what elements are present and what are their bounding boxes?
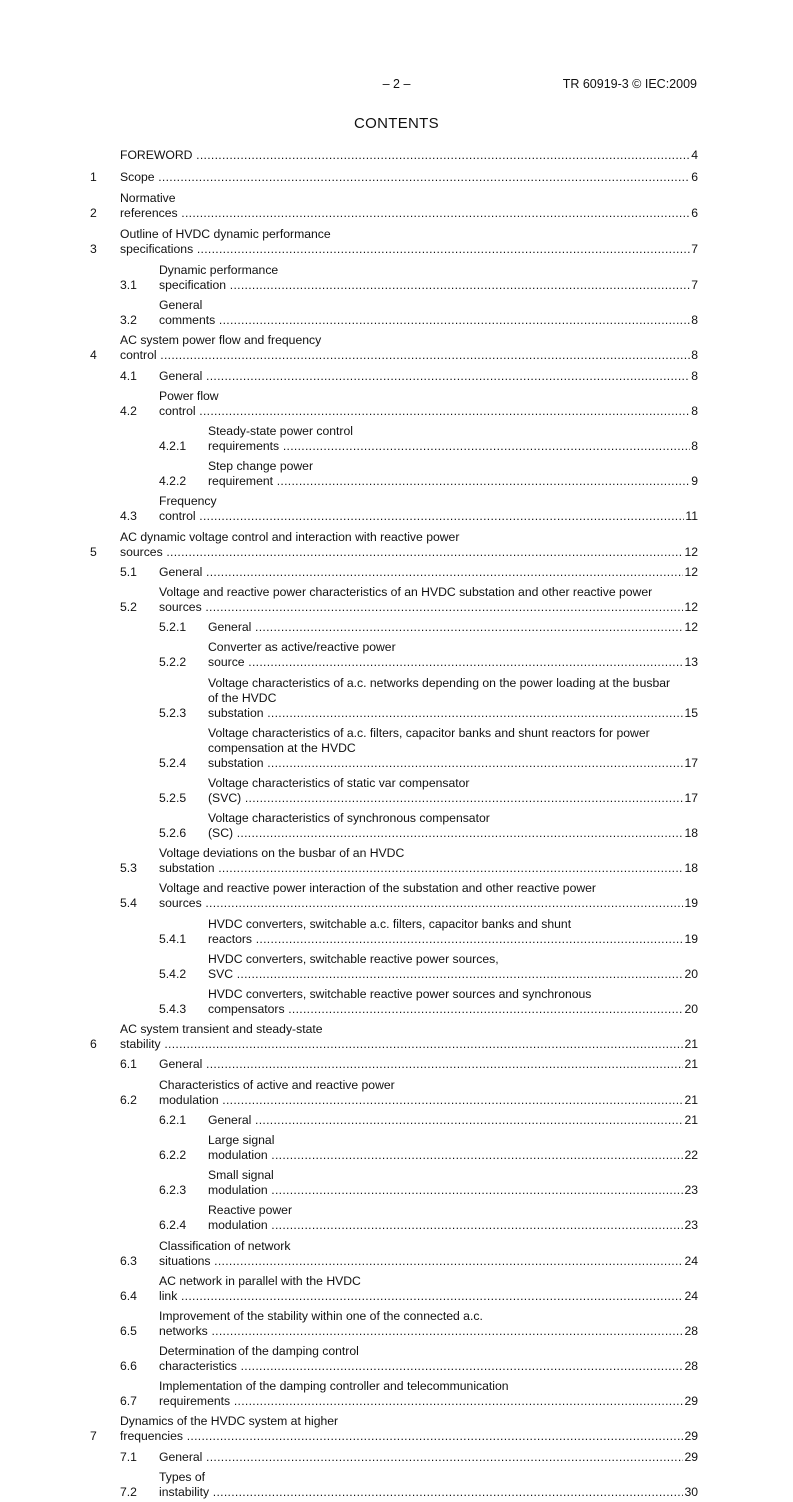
toc-entry-page: 8 (691, 403, 698, 418)
toc-entry-title: Small signal modulation ..... (208, 1168, 683, 1197)
toc-entry-title: Converter as active/reactive power source ..... (208, 640, 683, 669)
toc-entry-title: Voltage characteristics of a.c. networks depending on the power loading at the busbar of the HVDC substation ..... (208, 676, 683, 720)
toc-entry-number: 6.5 (120, 1323, 137, 1338)
toc-entry-title-wrap (159, 1057, 683, 1072)
toc-entry-number: 5.1 (120, 564, 137, 579)
toc-entry-title: General ..... (159, 369, 690, 383)
toc-entry-number: 5.2.1 (159, 620, 187, 635)
toc-entry-title: AC system transient and steady-state stability ..... (120, 1022, 683, 1051)
toc-entry-title: Dynamics of the HVDC system at higher frequencies ..... (120, 1414, 683, 1443)
toc-entry-number: 4 (90, 348, 97, 363)
toc-entry-title: Outline of HVDC dynamic performance specifications ..... (120, 227, 690, 256)
toc-entry-title: Voltage deviations on the busbar of an HVDC substation ..... (159, 846, 683, 875)
toc-entry-title: Dynamic performance specification ..... (159, 263, 690, 292)
toc-entry-title-wrap (159, 1379, 683, 1409)
toc-entry-page: 12 (684, 544, 698, 559)
toc-entry-title-wrap (208, 726, 683, 771)
toc-entry[interactable] (90, 809, 698, 844)
contents-title: CONTENTS (354, 115, 439, 132)
toc-entry-title: Voltage and reactive power characteristics of an HVDC substation and other reactive power sources ..... (159, 585, 683, 614)
toc-entry-page: 29 (684, 1429, 698, 1444)
toc-entry-page: 23 (684, 1183, 698, 1198)
toc-entry-page: 7 (691, 242, 698, 257)
toc-entry-page: 12 (684, 564, 698, 579)
toc-entry[interactable] (90, 673, 698, 723)
toc-entry-page: 12 (684, 620, 698, 635)
document-reference: TR 60919-3 © IEC:2009 (562, 77, 697, 91)
toc-entry-title-wrap (159, 1344, 683, 1374)
toc-entry-title: FOREWORD ..... (120, 148, 690, 162)
toc-entry-page: 6 (691, 169, 698, 184)
toc-entry-number: 6.2.2 (159, 1147, 187, 1162)
toc-entry-title-wrap (159, 298, 690, 328)
toc-entry-title-wrap (159, 585, 683, 615)
toc-entry[interactable] (90, 1447, 698, 1467)
toc-entry-title: Large signal modulation ..... (208, 1133, 683, 1162)
toc-entry[interactable] (90, 1377, 698, 1412)
toc-entry-page: 15 (684, 705, 698, 720)
toc-entry-title-wrap (159, 389, 690, 419)
toc-entry-page: 17 (684, 790, 698, 805)
toc-entry-title-wrap (208, 917, 683, 947)
toc-entry-title: Characteristics of active and reactive power modulation ..... (159, 1078, 683, 1107)
toc-entry[interactable] (90, 1166, 698, 1201)
toc-entry-title-wrap (208, 459, 690, 489)
toc-entry-title-wrap (120, 191, 690, 221)
toc-entry-page: 21 (684, 1112, 698, 1127)
toc-entry-title-wrap (159, 263, 690, 293)
toc-entry-page: 20 (684, 966, 698, 981)
toc-entry-page: 21 (684, 1057, 698, 1072)
toc-entry-page: 20 (684, 1002, 698, 1017)
page-number: – 2 – (382, 77, 411, 91)
toc-entry-title: Reactive power modulation ..... (208, 1203, 683, 1232)
toc-entry-title-wrap (208, 811, 683, 841)
toc-entry-number: 6.3 (120, 1253, 137, 1268)
toc-entry-title-wrap (159, 494, 684, 524)
toc-entry-number: 1 (90, 169, 97, 184)
toc-entry-page: 28 (684, 1359, 698, 1374)
toc-entry-title-wrap (208, 424, 690, 454)
toc-entry[interactable] (90, 638, 698, 673)
toc-entry[interactable] (90, 1271, 698, 1306)
toc-entry-number: 3.2 (120, 313, 137, 328)
toc-entry-number: 4.2.1 (159, 439, 187, 454)
toc-entry[interactable] (90, 492, 698, 527)
toc-entry-title: AC system power flow and frequency control ..... (120, 333, 690, 362)
toc-entry-page: 8 (691, 368, 698, 383)
toc-entry[interactable] (90, 1342, 698, 1377)
toc-entry-number: 5.3 (120, 861, 137, 876)
toc-entry-title-wrap (208, 987, 683, 1017)
toc-entry-number: 7.2 (120, 1484, 137, 1499)
toc-entry-number: 6.2.1 (159, 1112, 187, 1127)
toc-entry-number: 7.1 (120, 1449, 137, 1464)
toc-entry-number: 6.6 (120, 1359, 137, 1374)
toc-entry[interactable] (90, 1412, 698, 1447)
toc-entry-number: 3 (90, 242, 97, 257)
toc-entry-page: 19 (684, 931, 698, 946)
toc-entry-number: 5.4.2 (159, 966, 187, 981)
toc-entry-page: 11 (685, 509, 698, 524)
toc-entry[interactable] (90, 188, 698, 224)
toc-entry-number: 5 (90, 544, 97, 559)
toc-entry[interactable] (90, 386, 698, 421)
toc-entry-title-wrap (208, 640, 683, 670)
toc-entry-page: 17 (684, 755, 698, 770)
toc-entry-title-wrap (120, 1414, 683, 1444)
toc-entry-title: Frequency control ..... (159, 494, 684, 523)
toc-entry-title: HVDC converters, switchable reactive power sources, SVC ..... (208, 952, 683, 981)
toc-entry[interactable] (90, 844, 698, 879)
toc-entry[interactable] (90, 914, 698, 949)
toc-entry[interactable] (90, 527, 698, 562)
toc-entry[interactable] (90, 1055, 698, 1075)
toc-entry[interactable] (90, 296, 698, 331)
toc-entry-title: HVDC converters, switchable a.c. filters, capacitor banks and shunt reactors ..... (208, 917, 683, 946)
table-of-contents (90, 145, 698, 1502)
toc-entry-title: Classification of network situations ..... (159, 1239, 683, 1268)
toc-entry-title: Improvement of the stability within one of the connected a.c. networks ..... (159, 1309, 683, 1338)
toc-entry-page: 28 (684, 1323, 698, 1338)
toc-entry-number: 6.1 (120, 1057, 137, 1072)
toc-entry-title-wrap (208, 1203, 683, 1233)
toc-entry-page: 21 (684, 1037, 698, 1052)
toc-entry-title: General ..... (208, 1113, 683, 1127)
toc-entry-number: 5.2.5 (159, 790, 187, 805)
toc-entry-number: 7 (90, 1429, 97, 1444)
toc-entry-page: 18 (684, 861, 698, 876)
toc-entry-number: 6.7 (120, 1394, 137, 1409)
toc-entry-title-wrap (208, 676, 683, 721)
toc-entry[interactable] (90, 582, 698, 617)
toc-entry[interactable] (90, 562, 698, 582)
toc-entry-page: 18 (684, 826, 698, 841)
toc-entry-page: 9 (691, 474, 698, 489)
toc-entry[interactable] (90, 261, 698, 296)
toc-entry-title: Normative references ..... (120, 191, 690, 220)
toc-entry[interactable] (90, 1236, 698, 1271)
toc-entry-number: 6 (90, 1037, 97, 1052)
toc-entry-page: 7 (691, 278, 698, 293)
toc-entry-title-wrap (159, 369, 690, 384)
toc-entry-page: 24 (684, 1288, 698, 1303)
toc-entry-number: 5.2.6 (159, 826, 187, 841)
toc-entry-title: Types of instability ..... (159, 1470, 683, 1499)
toc-entry[interactable] (90, 457, 698, 492)
toc-entry-title-wrap (120, 333, 690, 363)
toc-entry-title: Step change power requirement ..... (208, 459, 690, 488)
toc-entry-title-wrap (208, 1113, 683, 1128)
toc-entry-title-wrap (120, 530, 683, 560)
toc-entry-title: Steady-state power control requirements ..... (208, 424, 690, 453)
toc-entry-page: 29 (684, 1449, 698, 1464)
toc-entry[interactable] (90, 1201, 698, 1236)
toc-entry-number: 6.2 (120, 1092, 137, 1107)
toc-entry-page: 8 (691, 348, 698, 363)
toc-entry-page: 4 (691, 148, 698, 163)
toc-entry-title-wrap (159, 1274, 683, 1304)
toc-entry[interactable] (90, 984, 698, 1019)
toc-entry-title: General ..... (159, 565, 683, 579)
toc-entry-page: 23 (684, 1218, 698, 1233)
toc-entry-title-wrap (159, 1309, 683, 1339)
toc-entry-number: 5.4 (120, 896, 137, 911)
toc-entry-title-wrap (159, 1450, 683, 1465)
toc-entry[interactable] (90, 1020, 698, 1055)
toc-entry-title: AC dynamic voltage control and interaction with reactive power sources ..... (120, 530, 683, 559)
toc-entry[interactable] (90, 1306, 698, 1341)
toc-entry-title: Voltage characteristics of static var compensator (SVC) ..... (208, 776, 683, 805)
toc-entry-number: 5.4.1 (159, 931, 187, 946)
toc-entry-number: 5.2 (120, 599, 137, 614)
toc-entry-title: AC network in parallel with the HVDC link ..... (159, 1274, 683, 1303)
toc-entry[interactable] (90, 879, 698, 914)
toc-entry-number: 5.2.3 (159, 705, 187, 720)
toc-entry-title: HVDC converters, switchable reactive power sources and synchronous compensators ..... (208, 987, 683, 1016)
toc-entry-page: 24 (684, 1253, 698, 1268)
toc-entry-page: 13 (684, 655, 698, 670)
toc-entry-number: 4.2 (120, 403, 137, 418)
toc-entry[interactable] (90, 618, 698, 638)
toc-entry-number: 4.2.2 (159, 474, 187, 489)
toc-entry-title-wrap (120, 1022, 683, 1052)
toc-entry-page: 21 (684, 1092, 698, 1107)
toc-entry-title-wrap (159, 565, 683, 580)
toc-entry-title-wrap (159, 1239, 683, 1269)
toc-entry-title: Voltage characteristics of synchronous compensator (SC) ..... (208, 811, 683, 840)
toc-entry[interactable] (90, 1130, 698, 1165)
toc-entry-title-wrap (120, 148, 690, 163)
toc-entry-title: General ..... (208, 620, 683, 634)
toc-entry-title: Voltage and reactive power interaction of the substation and other reactive power sources ..... (159, 881, 683, 910)
toc-entry-number: 2 (90, 205, 97, 220)
toc-entry-page: 22 (684, 1147, 698, 1162)
toc-entry-title-wrap (208, 952, 683, 982)
toc-entry[interactable] (90, 331, 698, 366)
toc-entry[interactable] (90, 773, 698, 808)
toc-entry[interactable] (90, 166, 698, 187)
toc-entry-page: 29 (684, 1394, 698, 1409)
toc-entry-number: 4.3 (120, 509, 137, 524)
toc-entry-number: 6.2.3 (159, 1183, 187, 1198)
toc-entry-title-wrap (120, 227, 690, 257)
toc-entry-title-wrap (208, 1168, 683, 1198)
toc-entry[interactable] (90, 224, 698, 260)
toc-entry-page: 8 (691, 313, 698, 328)
toc-entry[interactable] (90, 421, 698, 456)
toc-entry-title: General ..... (159, 1450, 683, 1464)
toc-entry[interactable] (90, 1075, 698, 1110)
toc-entry-title: General comments ..... (159, 298, 690, 327)
toc-entry-page: 12 (684, 599, 698, 614)
toc-entry-title-wrap (159, 1078, 683, 1108)
toc-entry-number: 3.1 (120, 278, 137, 293)
toc-entry-title-wrap (120, 170, 690, 185)
toc-entry-title-wrap (208, 776, 683, 806)
toc-entry-title-wrap (208, 1133, 683, 1163)
toc-entry-page: 8 (691, 439, 698, 454)
toc-entry-title-wrap (159, 881, 683, 911)
toc-entry-title-wrap (208, 620, 683, 635)
toc-entry[interactable] (90, 723, 698, 773)
toc-entry[interactable] (90, 366, 698, 386)
toc-entry-title: General ..... (159, 1057, 683, 1071)
toc-entry-number: 4.1 (120, 368, 137, 383)
toc-entry[interactable] (90, 949, 698, 984)
toc-entry[interactable] (90, 145, 698, 166)
toc-entry-number: 5.2.2 (159, 655, 187, 670)
toc-entry-title: Power flow control ..... (159, 389, 690, 418)
toc-entry-title: Determination of the damping control characteristics ..... (159, 1344, 683, 1373)
toc-entry-number: 5.4.3 (159, 1002, 187, 1017)
toc-entry-title-wrap (159, 1470, 683, 1500)
toc-entry-page: 19 (684, 896, 698, 911)
toc-entry-page: 30 (684, 1484, 698, 1499)
toc-entry-number: 6.2.4 (159, 1218, 187, 1233)
toc-entry-title: Scope ..... (120, 170, 690, 184)
toc-entry[interactable] (90, 1110, 698, 1130)
toc-entry-number: 6.4 (120, 1288, 137, 1303)
toc-entry-title-wrap (159, 846, 683, 876)
toc-entry-number: 5.2.4 (159, 755, 187, 770)
toc-entry[interactable] (90, 1467, 698, 1502)
toc-entry-page: 6 (691, 205, 698, 220)
toc-entry-title: Voltage characteristics of a.c. filters, capacitor banks and shunt reactors for power compensation at the HVDC substation ..... (208, 726, 683, 770)
toc-entry-title: Implementation of the damping controller and telecommunication requirements ..... (159, 1379, 683, 1408)
